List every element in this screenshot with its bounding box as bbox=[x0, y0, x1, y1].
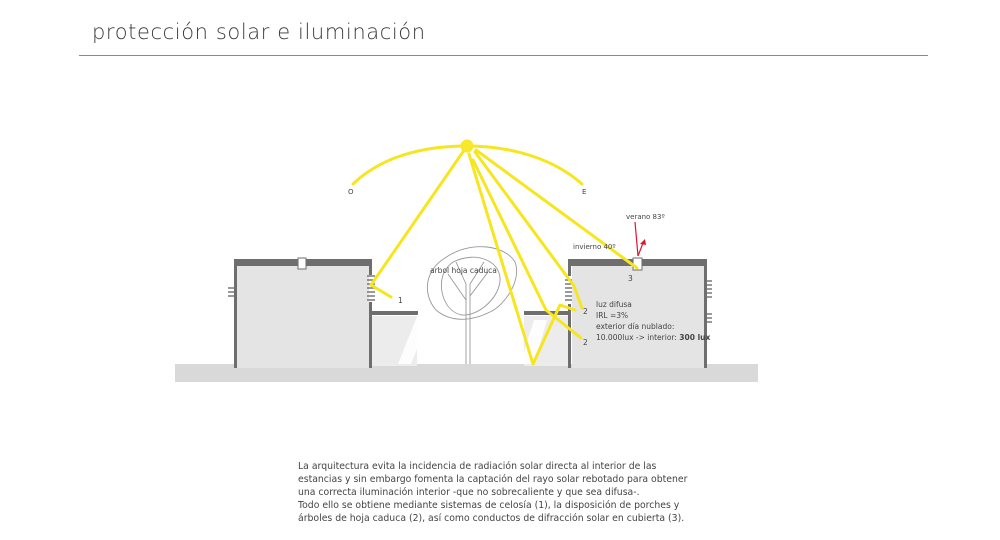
right-wall-left-upper bbox=[568, 266, 571, 276]
west-label: O bbox=[348, 188, 354, 196]
info-line-4-value: 300 lux bbox=[679, 333, 711, 342]
caption-line: La arquitectura evita la incidencia de radiación solar directa al interior de las bbox=[298, 461, 657, 472]
caption-line: estancias y sin embargo fomenta la captación del rayo solar rebotado para obtener bbox=[298, 474, 688, 486]
caption-line: árboles de hoja caduca (2), así como conductos de difracción solar en cubierta (3). bbox=[298, 513, 685, 525]
right-building bbox=[568, 258, 707, 368]
left-roof-skylight bbox=[298, 258, 306, 269]
summer-angle-arrow bbox=[635, 222, 646, 256]
marker-2-tree: 2 bbox=[583, 338, 588, 347]
left-wall-right-upper bbox=[369, 266, 372, 275]
left-wall bbox=[234, 266, 237, 368]
winter-angle-label: invierno 40º bbox=[573, 243, 616, 251]
summer-angle-label: verano 83º bbox=[626, 213, 665, 221]
right-wall-left-lower bbox=[568, 304, 571, 368]
info-line-1: luz difusa bbox=[596, 300, 632, 309]
caption-line: una correcta iluminación interior -que no sobrecaliente y que sea difusa-. bbox=[298, 487, 640, 499]
marker-3: 3 bbox=[628, 274, 633, 283]
info-line-4-prefix: 10.000lux -> interior: bbox=[596, 333, 680, 342]
right-building-interior bbox=[572, 266, 704, 368]
info-line-3: exterior día nublado: bbox=[596, 322, 675, 331]
caption-line: Todo ello se obtiene mediante sistemas de celosía (1), la disposición de porches y bbox=[298, 500, 680, 512]
right-wall-right bbox=[704, 266, 707, 368]
info-line-4 bbox=[596, 333, 710, 342]
sun-icon bbox=[461, 140, 474, 153]
tree-label: arbol hoja caduca bbox=[430, 266, 497, 275]
left-building bbox=[234, 258, 372, 368]
east-label: E bbox=[582, 188, 587, 196]
marker-1: 1 bbox=[398, 296, 403, 305]
marker-2-porch: 2 bbox=[583, 307, 588, 316]
caption-paragraph bbox=[298, 460, 698, 525]
left-wall-right-lower bbox=[369, 302, 372, 368]
page-title: protección solar e iluminación bbox=[92, 20, 426, 44]
info-line-2: IRL =3% bbox=[596, 311, 629, 320]
left-building-interior bbox=[237, 266, 369, 368]
